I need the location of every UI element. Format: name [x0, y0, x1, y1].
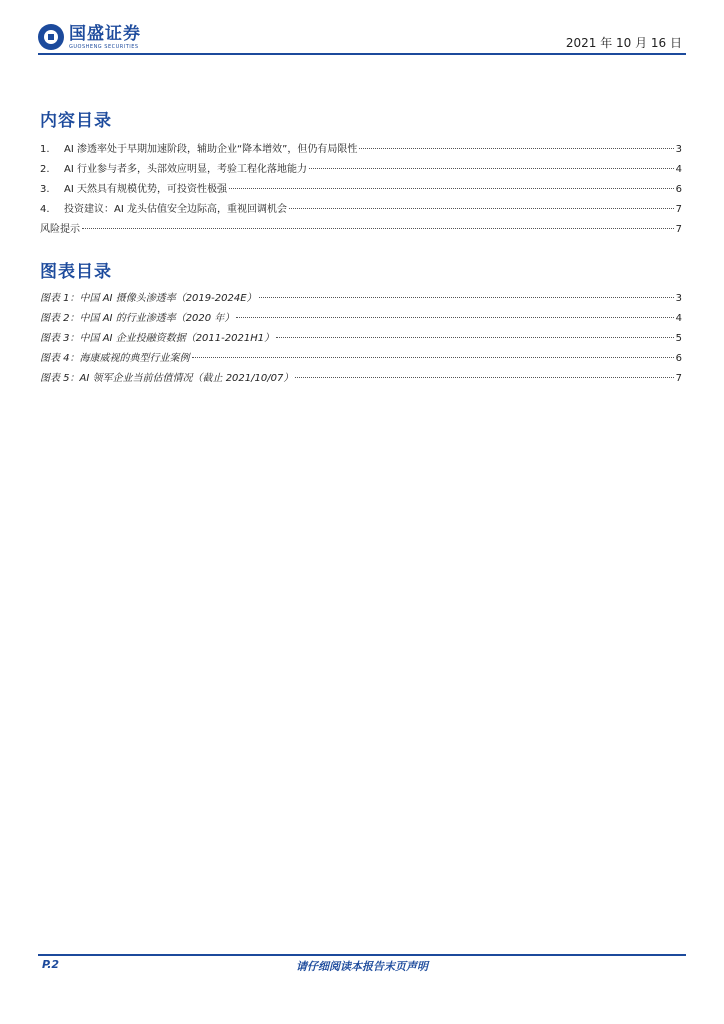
- figure-entry[interactable]: [40, 349, 682, 369]
- figure-title: 图表 4：海康威视的典型行业案例: [40, 353, 190, 364]
- page-header: [38, 20, 686, 54]
- footer-disclaimer: 请仔细阅读本报告末页声明: [296, 960, 428, 973]
- toc-page-number: 4: [675, 164, 682, 175]
- report-date: 2021 年 10 月 16 日: [565, 36, 682, 50]
- figure-entry[interactable]: [40, 289, 682, 309]
- toc-title: AI 天然具有规模优势，可投资性极强: [64, 184, 227, 195]
- toc-page-number: 7: [675, 204, 682, 215]
- leader-dots: [289, 208, 674, 209]
- toc-number: 2.: [40, 164, 50, 175]
- figure-title: 图表 2：中国 AI 的行业渗透率（2020 年）: [40, 313, 235, 324]
- leader-dots: [309, 168, 674, 169]
- figure-page-number: 6: [675, 353, 682, 364]
- leader-dots: [82, 228, 674, 229]
- toc-page-number: 6: [675, 184, 682, 195]
- toc-number: 3.: [40, 184, 50, 195]
- toc-page-number: 3: [675, 144, 682, 155]
- toc-title: 风险提示: [40, 224, 80, 235]
- toc-entry[interactable]: [40, 140, 682, 160]
- leader-dots: [276, 337, 674, 338]
- figure-entry[interactable]: [40, 309, 682, 329]
- toc-entry[interactable]: [40, 200, 682, 220]
- figures-list: [40, 289, 682, 389]
- toc-title: AI 行业参与者多，头部效应明显，考验工程化落地能力: [64, 164, 307, 175]
- figure-entry[interactable]: [40, 329, 682, 349]
- page-number: P.2: [42, 958, 60, 971]
- figure-page-number: 5: [675, 333, 682, 344]
- leader-dots: [359, 148, 673, 149]
- figure-title: 图表 5：AI 领军企业当前估值情况（截止 2021/10/07）: [40, 373, 294, 384]
- company-name: 国盛证券: [69, 23, 141, 44]
- figure-entry[interactable]: [40, 369, 682, 389]
- toc-entry[interactable]: [40, 160, 682, 180]
- contents-title: 内容目录: [40, 111, 112, 131]
- toc-title: AI 渗透率处于早期加速阶段，辅助企业“降本增效”，但仍有局限性: [64, 144, 358, 155]
- company-subtitle: GUOSHENG SECURITIES: [69, 43, 139, 50]
- logo-icon: [38, 24, 64, 50]
- figure-title: 图表 1：中国 AI 摄像头渗透率（2019-2024E）: [40, 293, 257, 304]
- leader-dots: [192, 357, 674, 358]
- toc-number: 1.: [40, 144, 50, 155]
- toc-title: 投资建议：AI 龙头估值安全边际高，重视回调机会: [64, 204, 287, 215]
- leader-dots: [236, 317, 673, 318]
- figure-page-number: 7: [675, 373, 682, 384]
- toc-number: 4.: [40, 204, 50, 215]
- figure-title: 图表 3：中国 AI 企业投融资数据（2011-2021H1）: [40, 333, 275, 344]
- footer-divider: [38, 954, 686, 956]
- company-logo: [38, 22, 141, 52]
- header-divider: [38, 53, 686, 55]
- leader-dots: [259, 297, 674, 298]
- leader-dots: [295, 377, 673, 378]
- figures-title: 图表目录: [40, 262, 112, 282]
- toc-page-number: 7: [675, 224, 682, 235]
- leader-dots: [229, 188, 674, 189]
- figure-page-number: 3: [675, 293, 682, 304]
- toc-entry[interactable]: [40, 220, 682, 240]
- contents-list: [40, 140, 682, 240]
- figure-page-number: 4: [675, 313, 682, 324]
- toc-entry[interactable]: [40, 180, 682, 200]
